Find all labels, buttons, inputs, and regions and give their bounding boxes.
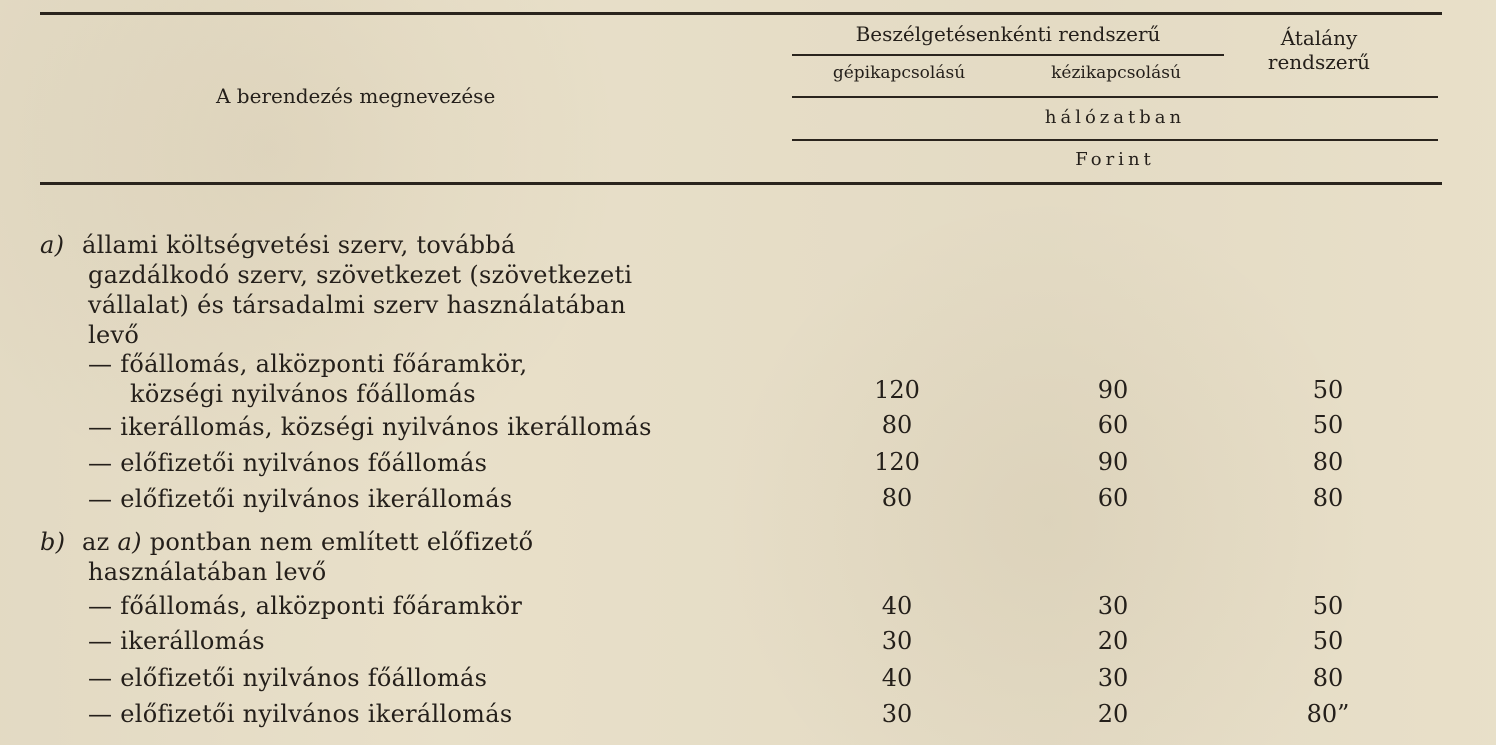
section-a-line-3: vállalat) és társadalmi szerv használatában [88,291,627,319]
flat-rate-header-line-2: rendszerű [1267,50,1371,74]
section-b-row-4-label: — előfizetői nyilvános ikerállomás [88,700,513,728]
section-a-row-3-col-3: 80 [1312,448,1344,476]
designation-header: A berendezés megnevezése [216,84,496,108]
section-b-row-3-col-2: 30 [1097,664,1129,692]
section-b-row-1-col-2: 30 [1097,592,1129,620]
group-underline [792,54,1224,56]
section-b-row-4-col-3: 80” [1306,700,1350,728]
section-b-row-2-col-3: 50 [1312,627,1344,655]
section-a-line-1: állami költségvetési szerv, továbbá [82,231,516,259]
header-bottom-rule [40,182,1442,185]
section-a-row-1-col-1: 120 [874,376,920,404]
section-b-line-2: használatában levő [88,558,327,586]
section-a-row-2-col-3: 50 [1312,411,1344,439]
section-b-row-3-col-1: 40 [881,664,913,692]
network-header: hálózatban [1044,107,1186,128]
machine-switched-header: gépikapcsolású [832,63,966,83]
section-b-line-1 [82,525,533,559]
group-header: Beszélgetésenkénti rendszerű [855,22,1161,46]
section-b-row-1-label: — főállomás, alközponti főáramkör [88,592,523,620]
section-a-row-4-col-2: 60 [1097,484,1129,512]
section-b-row-4-col-2: 20 [1097,700,1129,728]
flat-rate-header-line-1: Átalány [1280,26,1358,50]
section-b-row-1-col-1: 40 [881,592,913,620]
section-b-row-3-col-3: 80 [1312,664,1344,692]
section-b-line-1-prefix: az [82,528,110,556]
section-a-row-4-col-1: 80 [881,484,913,512]
section-a-row-4-col-3: 80 [1312,484,1344,512]
section-b-row-1-col-3: 50 [1312,592,1344,620]
section-b-line-1-suffix: pontban nem említett előfizető [149,528,534,556]
network-rule [792,139,1438,141]
section-a-row-1-label-line-2: községi nyilvános főállomás [130,380,476,408]
section-b-row-2-col-1: 30 [881,627,913,655]
currency-header: Forint [1075,149,1155,170]
subheader-rule [792,96,1438,98]
section-b-row-2-col-2: 20 [1097,627,1129,655]
section-b-row-3-label: — előfizetői nyilvános főállomás [88,664,488,692]
section-a-row-3-col-1: 120 [874,448,920,476]
section-b-row-2-label: — ikerállomás [88,627,265,655]
section-a-row-4-label: — előfizetői nyilvános ikerállomás [88,485,513,513]
section-a-row-2-label: — ikerállomás, községi nyilvános ikerállomás [88,413,652,441]
section-b-marker: b) [40,528,66,556]
section-a-row-1-col-3: 50 [1312,376,1344,404]
manual-switched-header: kézikapcsolású [1051,63,1181,83]
section-a-row-3-col-2: 90 [1097,448,1129,476]
section-a-row-2-col-1: 80 [881,411,913,439]
top-rule [40,12,1442,15]
section-a-row-2-col-2: 60 [1097,411,1129,439]
section-b-line-1-italic-reference: a) [117,528,142,556]
section-b-row-4-col-1: 30 [881,700,913,728]
section-a-row-1-label-line-1: — főállomás, alközponti főáramkör, [88,350,528,378]
section-a-row-1-col-2: 90 [1097,376,1129,404]
section-a-marker: a) [40,231,65,259]
section-a-row-3-label: — előfizetői nyilvános főállomás [88,449,488,477]
section-a-line-2: gazdálkodó szerv, szövetkezet (szövetkezeti [88,261,633,289]
section-a-line-4: levő [88,321,140,349]
